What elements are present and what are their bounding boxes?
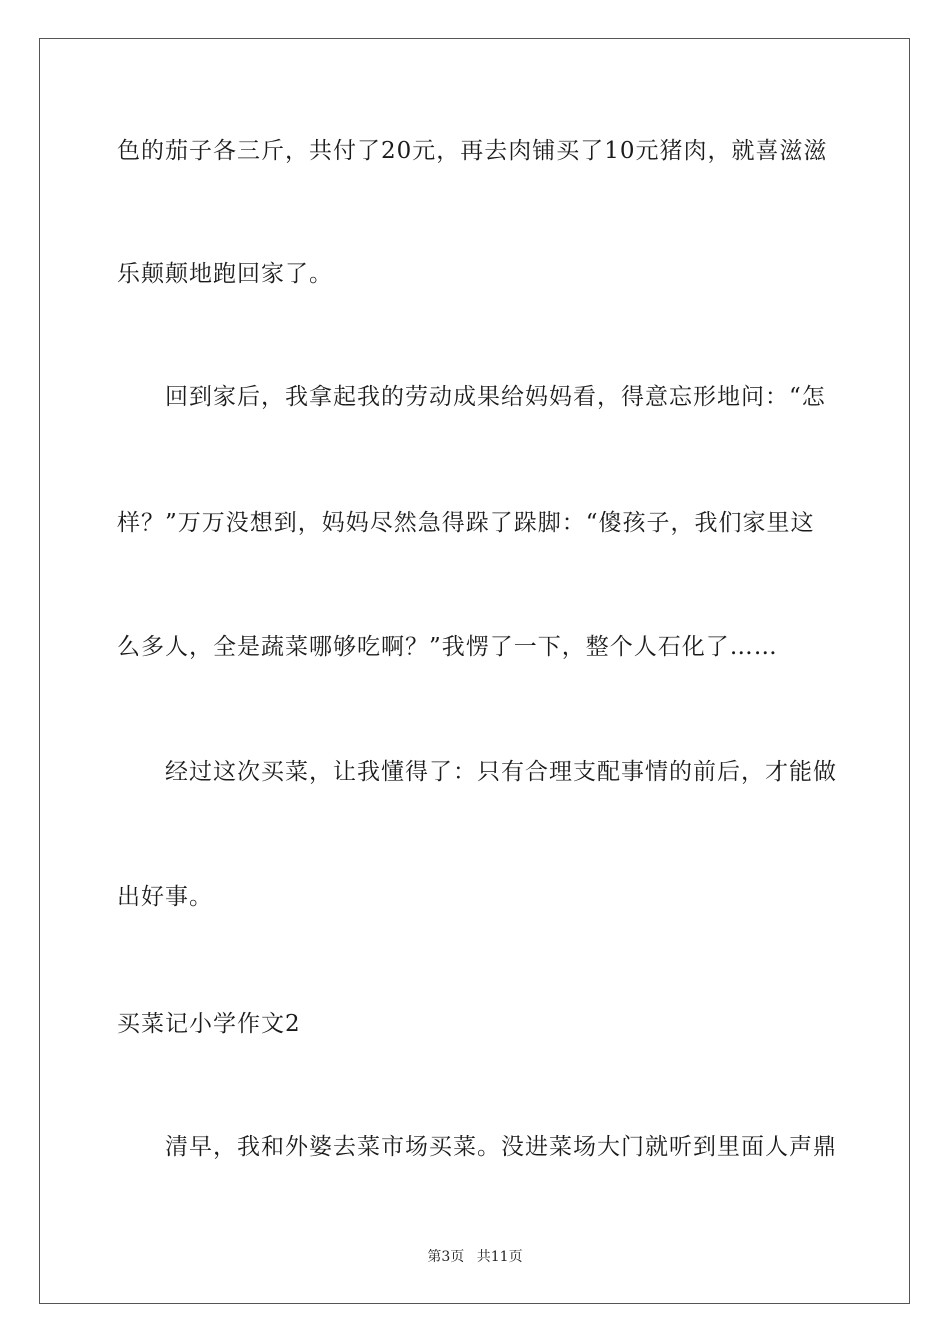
- paragraph-line-7: 出好事。: [117, 884, 213, 910]
- paragraph-line-8: 清早，我和外婆去菜市场买菜。没进菜场大门就听到里面人声鼎: [165, 1134, 837, 1160]
- section-heading: 买菜记小学作文2: [117, 1011, 301, 1037]
- paragraph-line-6: 经过这次买菜，让我懂得了：只有合理支配事情的前后，才能做: [165, 759, 837, 785]
- paragraph-line-5: 么多人，全是蔬菜哪够吃啊？”我愣了一下，整个人石化了……: [117, 634, 778, 660]
- page-border: [39, 38, 910, 1304]
- page-footer: [0, 1248, 950, 1266]
- paragraph-line-2: 乐颠颠地跑回家了。: [117, 261, 333, 287]
- paragraph-line-4: 样？”万万没想到，妈妈尽然急得跺了跺脚：“傻孩子，我们家里这: [117, 510, 815, 536]
- paragraph-line-1: 色的茄子各三斤，共付了20元，再去肉铺买了10元猪肉，就喜滋滋: [117, 138, 828, 164]
- paragraph-line-3: 回到家后，我拿起我的劳动成果给妈妈看，得意忘形地问：“怎: [165, 384, 826, 410]
- page-total: 共11页: [476, 1249, 523, 1265]
- page-number: 第3页: [427, 1249, 465, 1265]
